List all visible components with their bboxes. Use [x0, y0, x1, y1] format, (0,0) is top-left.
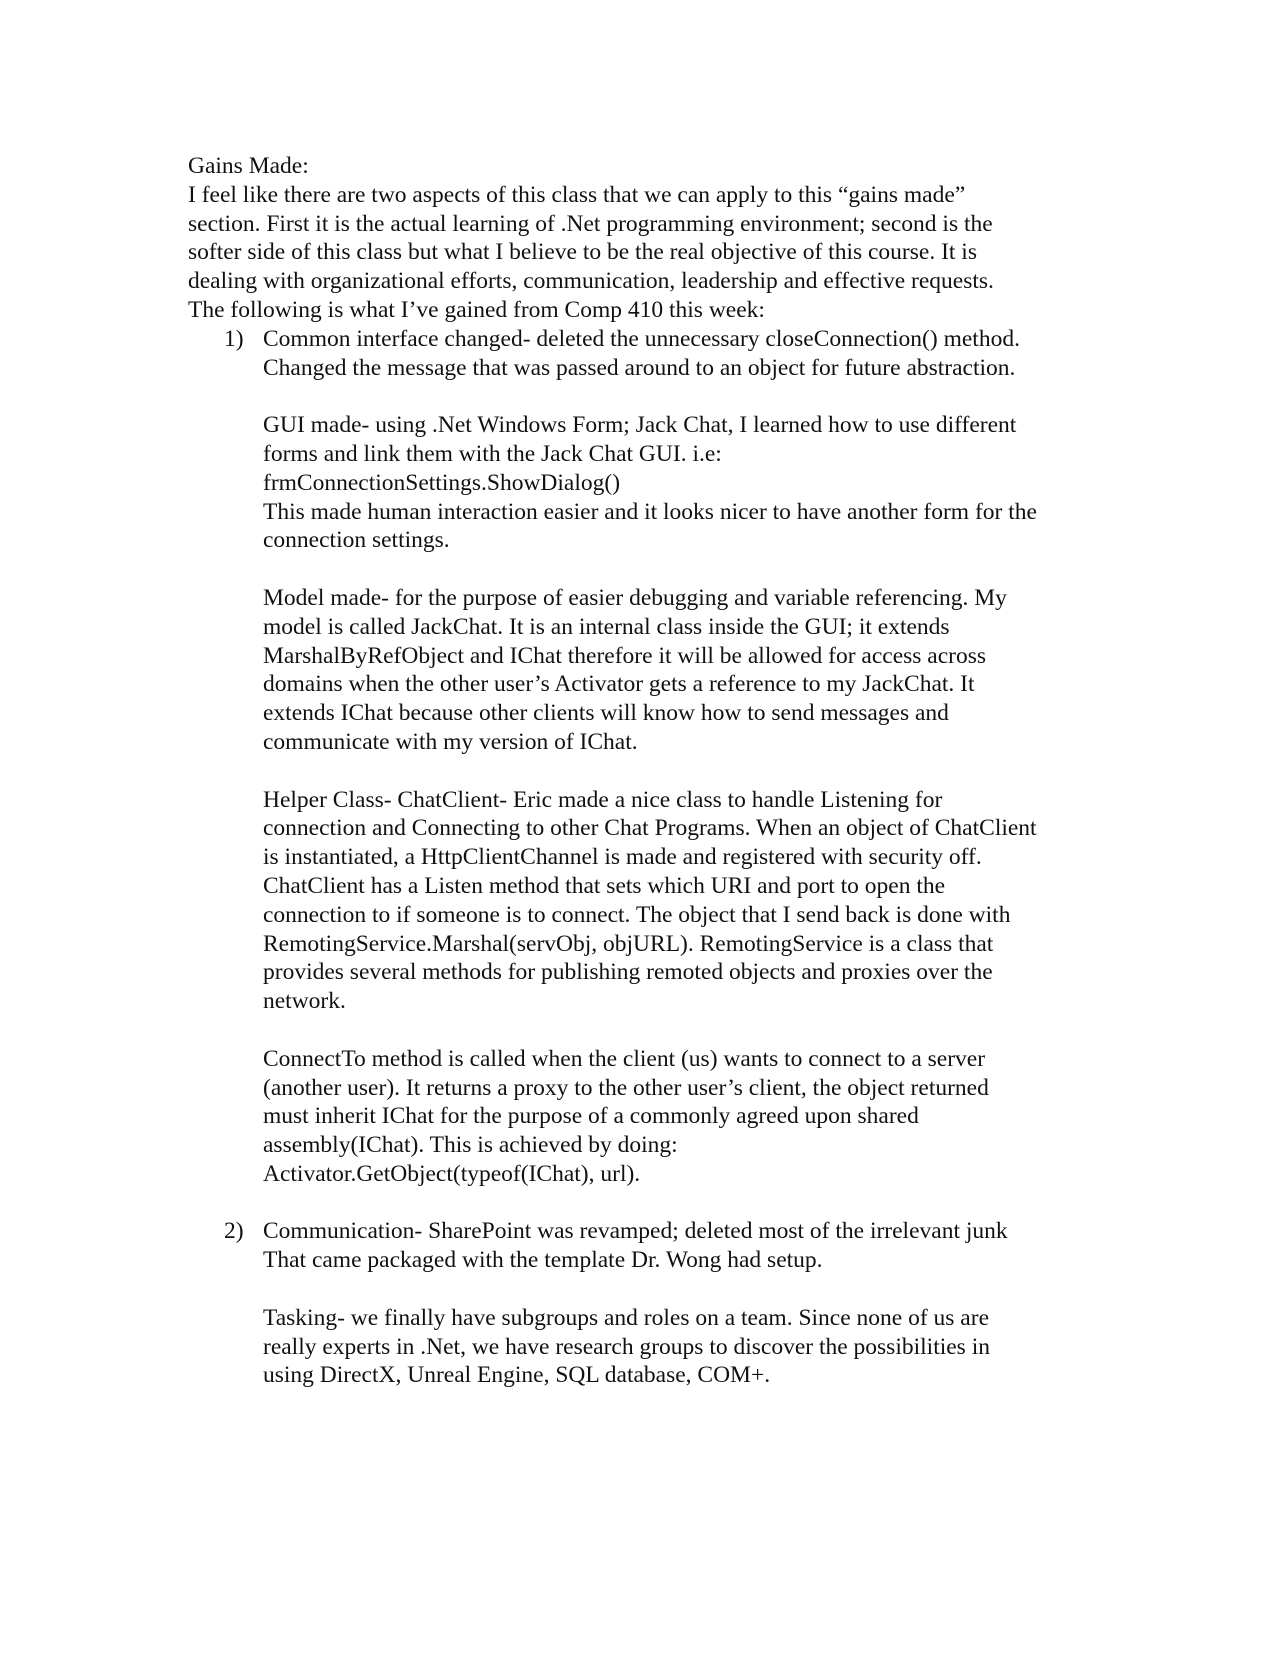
intro-line: section. First it is the actual learning of .Net programming environment; second is the — [188, 210, 993, 237]
document-body — [188, 152, 1108, 1419]
text-line: frmConnectionSettings.ShowDialog() — [263, 469, 621, 496]
text-line: (another user). It returns a proxy to the other user’s client, the object returned — [263, 1074, 989, 1101]
text-line: connection and Connecting to other Chat Programs. When an object of ChatClient — [263, 815, 1037, 842]
text-line: Helper Class- ChatClient- Eric made a nice class to handle Listening for — [263, 786, 943, 813]
list-item-number: 1) — [224, 325, 244, 352]
text-line: Model made- for the purpose of easier debugging and variable referencing. My — [263, 584, 1007, 611]
text-line: domains when the other user’s Activator gets a reference to my JackChat. It — [263, 671, 975, 698]
paragraph-helper-class — [263, 786, 1108, 1016]
text-line: Tasking- we finally have subgroups and roles on a team. Since none of us are — [263, 1304, 989, 1331]
paragraph-connectto-method — [263, 1045, 1108, 1189]
text-line: MarshalByRefObject and IChat therefore it will be allowed for access across — [263, 642, 987, 669]
text-line: forms and link them with the Jack Chat GUI. i.e: — [263, 440, 722, 467]
text-line: extends IChat because other clients will know how to send messages and — [263, 700, 949, 727]
text-line: This made human interaction easier and it looks nicer to have another form for the — [263, 498, 1037, 525]
paragraph-tasking — [263, 1304, 1108, 1390]
text-line: must inherit IChat for the purpose of a commonly agreed upon shared — [263, 1103, 919, 1130]
text-line: using DirectX, Unreal Engine, SQL database, COM+. — [263, 1362, 771, 1389]
text-line: assembly(IChat). This is achieved by doing: — [263, 1132, 678, 1159]
list-item-2 — [188, 1217, 1108, 1390]
text-line: connection to if someone is to connect. The object that I send back is done with — [263, 901, 1011, 928]
intro-line: softer side of this class but what I believe to be the real objective of this course. It is — [188, 239, 977, 266]
text-line: GUI made- using .Net Windows Form; Jack Chat, I learned how to use different — [263, 412, 1017, 439]
text-line: communicate with my version of IChat. — [263, 728, 638, 755]
section-heading: Gains Made: — [188, 153, 309, 179]
text-line: is instantiated, a HttpClientChannel is made and registered with security off. — [263, 844, 982, 871]
text-line: network. — [263, 988, 346, 1015]
text-line: connection settings. — [263, 527, 450, 554]
paragraph-communication — [263, 1217, 1108, 1275]
text-line: ConnectTo method is called when the client (us) wants to connect to a server — [263, 1045, 986, 1072]
paragraph-common-interface — [263, 325, 1108, 383]
text-line: Common interface changed- deleted the unnecessary closeConnection() method. — [263, 325, 1020, 352]
intro-line: I feel like there are two aspects of this class that we can apply to this “gains made” — [188, 181, 966, 208]
intro-line: The following is what I’ve gained from Comp 410 this week: — [188, 296, 765, 323]
intro-paragraph — [188, 181, 1108, 325]
text-line: That came packaged with the template Dr. Wong had setup. — [263, 1247, 823, 1274]
paragraph-model-made — [263, 584, 1108, 757]
text-line: model is called JackChat. It is an internal class inside the GUI; it extends — [263, 613, 950, 640]
text-line: RemotingService.Marshal(servObj, objURL). RemotingService is a class that — [263, 930, 994, 957]
text-line: ChatClient has a Listen method that sets which URI and port to open the — [263, 872, 946, 899]
intro-line: dealing with organizational efforts, communication, leadership and effective requests. — [188, 268, 994, 295]
paragraph-gui-made — [263, 411, 1108, 555]
text-line: really experts in .Net, we have research groups to discover the possibilities in — [263, 1333, 990, 1360]
list-item-1 — [188, 325, 1108, 1189]
text-line: provides several methods for publishing remoted objects and proxies over the — [263, 959, 993, 986]
text-line: Activator.GetObject(typeof(IChat), url). — [263, 1160, 641, 1187]
list-item-number: 2) — [224, 1218, 244, 1245]
text-line: Communication- SharePoint was revamped; deleted most of the irrelevant junk — [263, 1218, 1008, 1245]
text-line: Changed the message that was passed around to an object for future abstraction. — [263, 354, 1016, 381]
